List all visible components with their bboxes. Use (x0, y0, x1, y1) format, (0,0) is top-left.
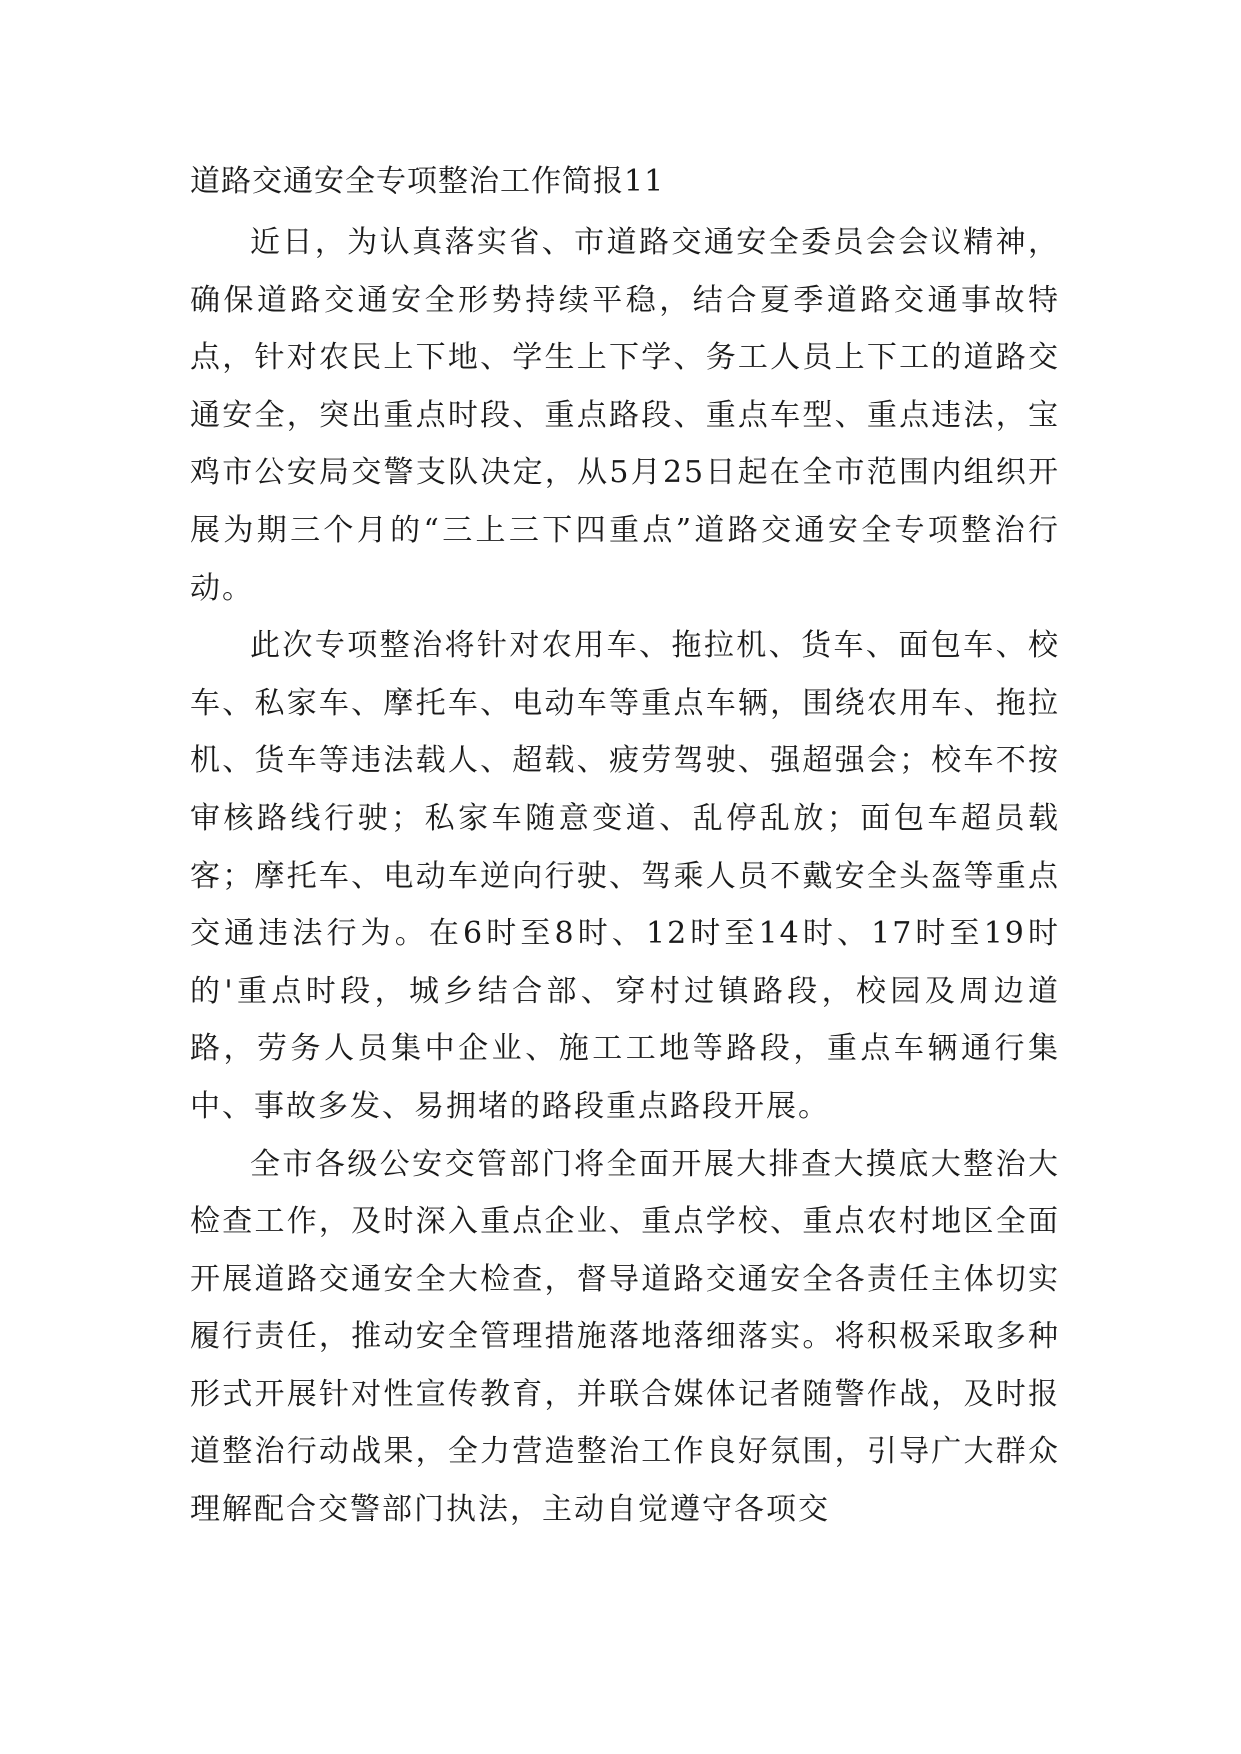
paragraph-measures: 全市各级公安交管部门将全面开展大排查大摸底大整治大检查工作，及时深入重点企业、重点学校、重点农村地区全面开展道路交通安全大检查，督导道路交通安全各责任主体切实履行责任，推动安全管理措施落地落细落实。将积极采取多种形式开展针对性宣传教育，并联合媒体记者随警作战，及时报道整治行动战果，全力营造整治工作良好氛围，引导广大群众理解配合交警部门执法，主动自觉遵守各项交 (190, 1146, 1060, 1528)
document-title: 道路交通安全专项整治工作简报11 (190, 164, 665, 199)
document-body (190, 150, 1060, 1539)
paragraph-intro: 近日，为认真落实省、市道路交通安全委员会会议精神，确保道路交通安全形势持续平稳，结合夏季道路交通事故特点，针对农民上下地、学生上下学、务工人员上下工的道路交通安全，突出重点时段、重点路段、重点车型、重点违法，宝鸡市公安局交警支队决定，从5月25日起在全市范围内组织开展为期三个月的“三上三下四重点”道路交通安全专项整治行动。 (190, 225, 1060, 606)
paragraph-targets: 此次专项整治将针对农用车、拖拉机、货车、面包车、校车、私家车、摩托车、电动车等重点车辆，围绕农用车、拖拉机、货车等违法载人、超载、疲劳驾驶、强超强会；校车不按审核路线行驶；私家车随意变道、乱停乱放；面包车超员载客；摩托车、电动车逆向行驶、驾乘人员不戴安全头盔等重点交通违法行为。在6时至8时、12时至14时、17时至19时的'重点时段，城乡结合部、穿村过镇路段，校园及周边道路，劳务人员集中企业、施工工地等路段，重点车辆通行集中、事故多发、易拥堵的路段重点路段开展。 (190, 628, 1060, 1124)
